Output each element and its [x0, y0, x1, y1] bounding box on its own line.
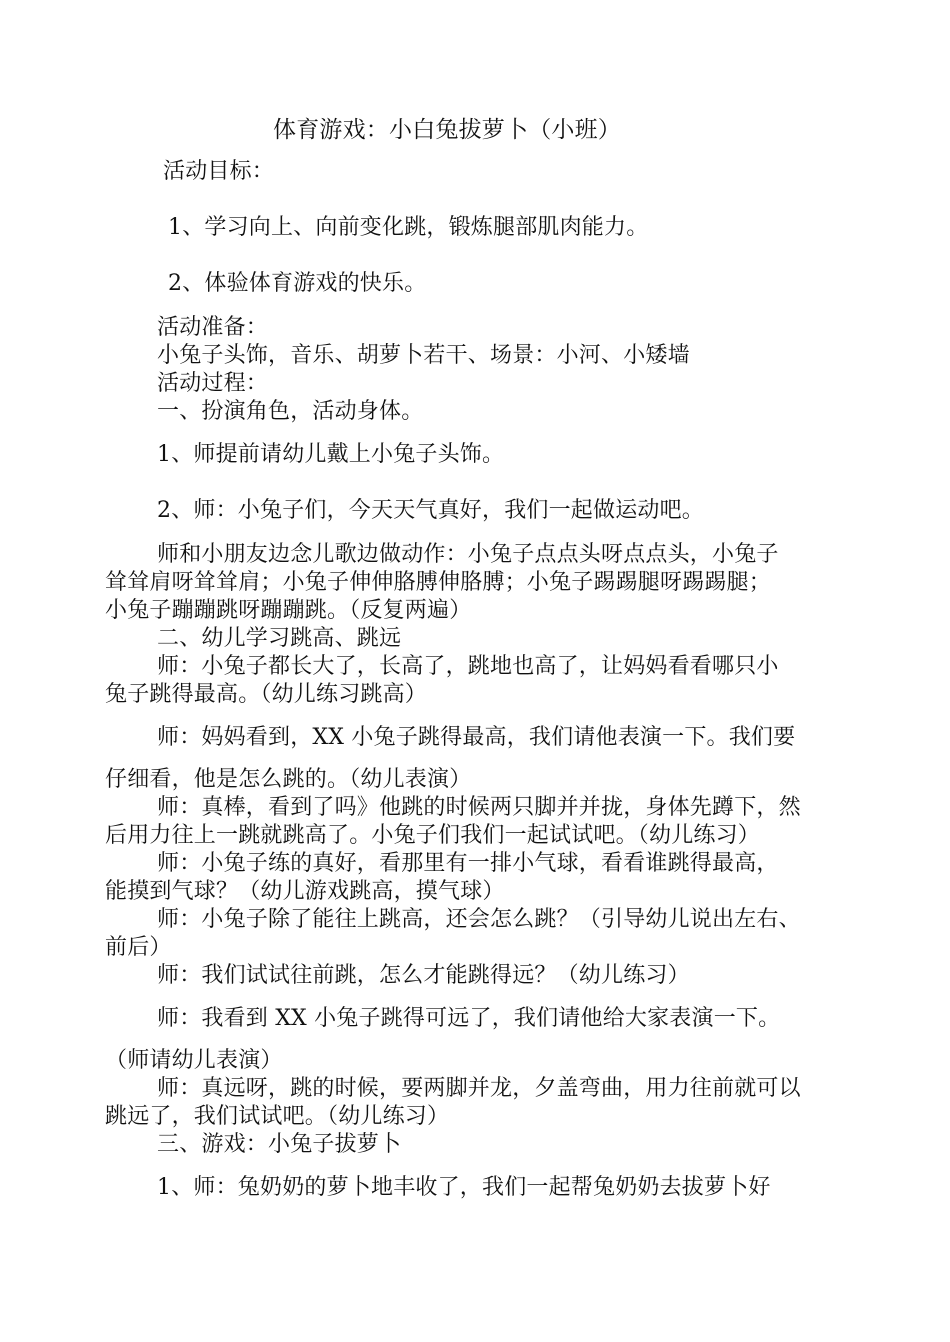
text-line: 师：小兔子都长大了，长高了，跳地也高了，让妈妈看看哪只小	[157, 654, 779, 679]
text-line: 师：小兔子除了能往上跳高，还会怎么跳？（引导幼儿说出左右、	[157, 907, 801, 932]
text-line: 师和小朋友边念儿歌边做动作：小兔子点点头呀点点头，小兔子	[157, 542, 779, 567]
section-heading: 三、游戏：小兔子拔萝卜	[157, 1132, 402, 1157]
section-heading: 活动过程：	[157, 371, 269, 396]
document-title: 体育游戏：小白兔拔萝卜（小班）	[273, 117, 621, 143]
text-line: 跳远了，我们试试吧。（幼儿练习）	[105, 1104, 450, 1129]
section-heading: 活动目标：	[163, 159, 275, 184]
text-line: 师：真棒，看到了吗》他跳的时候两只脚并并拢，身体先蹲下，然	[157, 795, 801, 820]
text-line: 前后）	[105, 935, 172, 960]
text-line: 耸耸肩呀耸耸肩；小兔子伸伸胳膊伸胳膊；小兔子踢踢腿呀踢踢腿；	[105, 570, 772, 595]
section-heading: 一、扮演角色，活动身体。	[157, 399, 424, 424]
text-line: 师：我看到 XX 小兔子跳得可远了，我们请他给大家表演一下。	[157, 1006, 781, 1031]
text-line: 小兔子头饰，音乐、胡萝卜若干、场景：小河、小矮墙	[157, 343, 690, 368]
section-heading: 二、幼儿学习跳高、跳远	[157, 626, 402, 651]
text-line: 2、师：小兔子们，今天天气真好，我们一起做运动吧。	[157, 498, 704, 523]
text-line: 1、师提前请幼儿戴上小兔子头饰。	[157, 442, 505, 467]
text-line: 2、体验体育游戏的快乐。	[168, 271, 427, 296]
text-line: 师：妈妈看到，XX 小兔子跳得最高，我们请他表演一下。我们要	[157, 725, 796, 750]
text-line: 能摸到气球？（幼儿游戏跳高，摸气球）	[105, 879, 505, 904]
text-line: 仔细看，他是怎么跳的。（幼儿表演）	[105, 767, 472, 792]
text-line: 1、学习向上、向前变化跳，锻炼腿部肌肉能力。	[168, 215, 649, 240]
text-line: 师：真远呀，跳的时候，要两脚并龙，夕盖弯曲，用力往前就可以	[157, 1076, 801, 1101]
text-line: 兔子跳得最高。（幼儿练习跳高）	[105, 682, 428, 707]
section-heading: 活动准备：	[157, 315, 269, 340]
text-line: 1、师：兔奶奶的萝卜地丰收了，我们一起帮兔奶奶去拔萝卜好	[157, 1175, 771, 1200]
text-line: （师请幼儿表演）	[105, 1048, 283, 1073]
text-line: 师：我们试试往前跳，怎么才能跳得远？（幼儿练习）	[157, 963, 690, 988]
text-line: 后用力往上一跳就跳高了。小兔子们我们一起试试吧。（幼儿练习）	[105, 823, 761, 848]
text-line: 小兔子蹦蹦跳呀蹦蹦跳。（反复两遍）	[105, 598, 472, 623]
text-line: 师：小兔子练的真好，看那里有一排小气球，看看谁跳得最高，	[157, 851, 779, 876]
